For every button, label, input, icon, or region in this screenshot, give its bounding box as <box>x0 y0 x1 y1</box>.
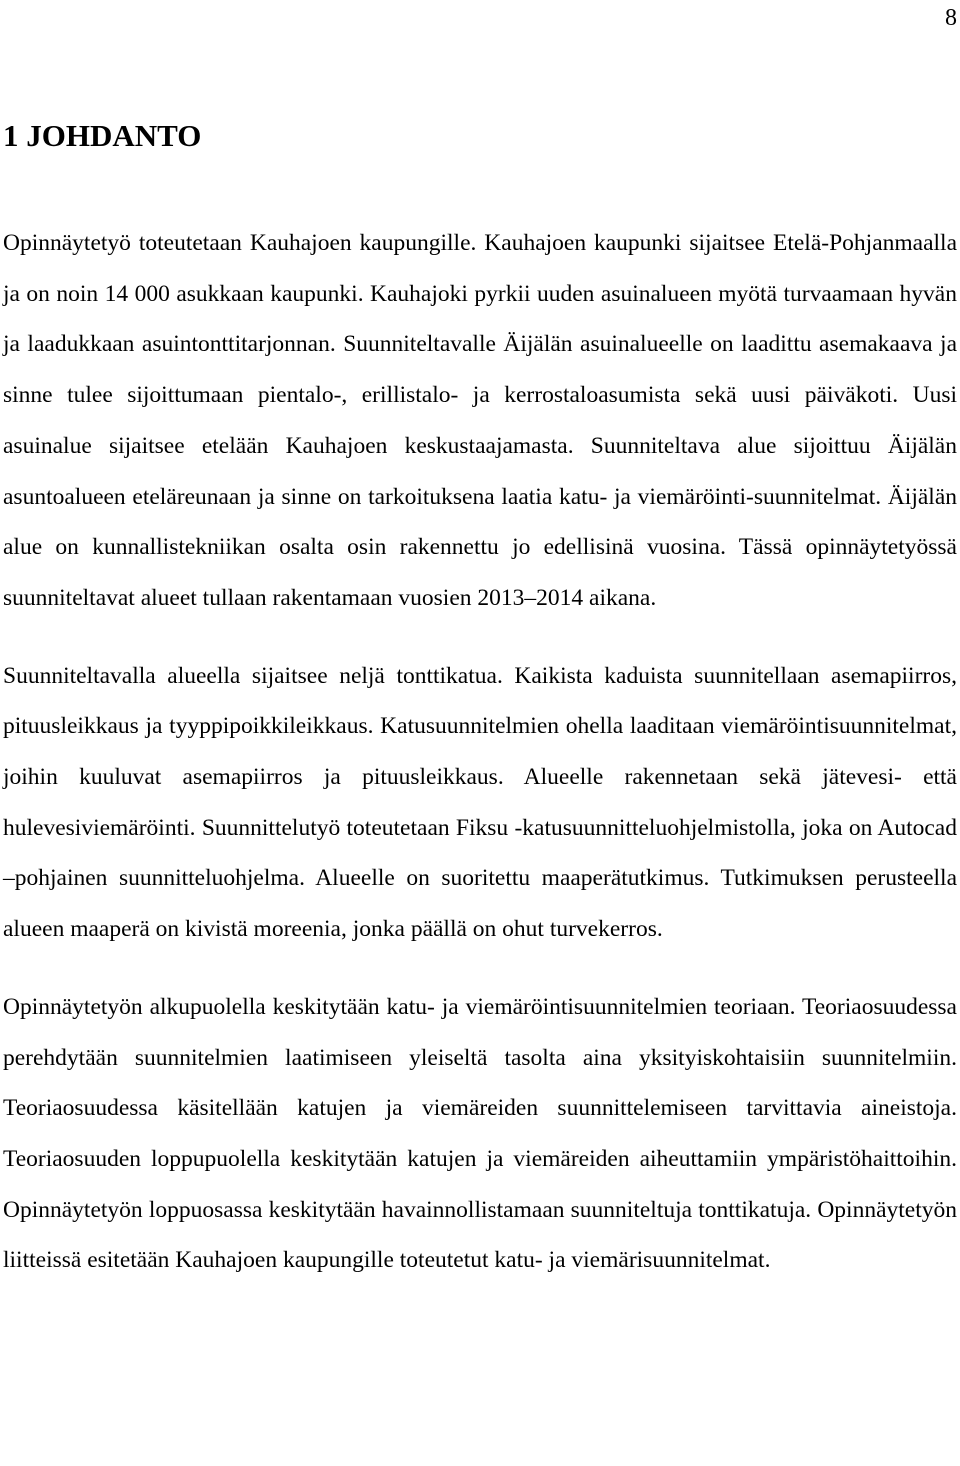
chapter-heading: 1 JOHDANTO <box>3 118 202 153</box>
paragraph-thesis-structure: Opinnäytetyön alkupuolella keskitytään katu- ja viemäröintisuunnitelmien teoriaan. Teoriaosuudessa perehdytään suunnitelmien laatimiseen yleiseltä tasolta aina yksityiskohtaisiin suunnitelmiin. Teoriaosuudessa käsitellään katujen ja viemäreiden suunnittelemiseen tarvittavia aineistoja. Teoriaosuuden loppupuolella keskitytään katujen ja viemäreiden aiheuttamiin ympäristöhaittoihin. Opinnäytetyön loppuosassa keskitytään havainnollistamaan suunniteltuja tonttikatuja. Opinnäytetyön liitteissä esitetään Kauhajoen kaupungille toteutetut katu- ja viemärisuunnitelmat. <box>3 993 957 1274</box>
paragraph-street-plans: Suunniteltavalla alueella sijaitsee neljä tonttikatua. Kaikista kaduista suunnitellaan asemapiirros, pituusleikkaus ja tyyppipoikkileikkaus. Katusuunnitelmien ohella laaditaan viemäröintisuunnitelmat, joihin kuuluvat asemapiirros ja pituusleikkaus. Alueelle rakennetaan sekä jätevesi- että hulevesiviemäröinti. Suunnittelutyö toteutetaan Fiksu -katusuunnitteluohjelmistolla, joka on Autocad –pohjainen suunnitteluohjelma. Alueelle on suoritettu maaperätutkimus. Tutkimuksen perusteella alueen maaperä on kivistä moreenia, jonka päällä on ohut turvekerros. <box>3 662 957 943</box>
body-text <box>3 218 957 1286</box>
paragraph-introduction: Opinnäytetyö toteutetaan Kauhajoen kaupungille. Kauhajoen kaupunki sijaitsee Etelä-Pohjanmaalla ja on noin 14 000 asukkaan kaupunki. Kauhajoki pyrkii uuden asuinalueen myötä turvaamaan hyvän ja laadukkaan asuintonttitarjonnan. Suunniteltavalle Äijälän asuinalueelle on laadittu asemakaava ja sinne tulee sijoittumaan pientalo-, erillistalo- ja kerrostaloasumista sekä uusi päiväkoti. Uusi asuinalue sijaitsee etelään Kauhajoen keskustaajamasta. Suunniteltava alue sijoittuu Äijälän asuntoalueen eteläreunaan ja sinne on tarkoituksena laatia katu- ja viemäröinti-suunnitelmat. Äijälän alue on kunnallistekniikan osalta osin rakennettu jo edellisinä vuosina. Tässä opinnäytetyössä suunniteltavat alueet tullaan rakentamaan vuosien 2013–2014 aikana. <box>3 230 957 611</box>
page-number: 8 <box>945 5 957 31</box>
